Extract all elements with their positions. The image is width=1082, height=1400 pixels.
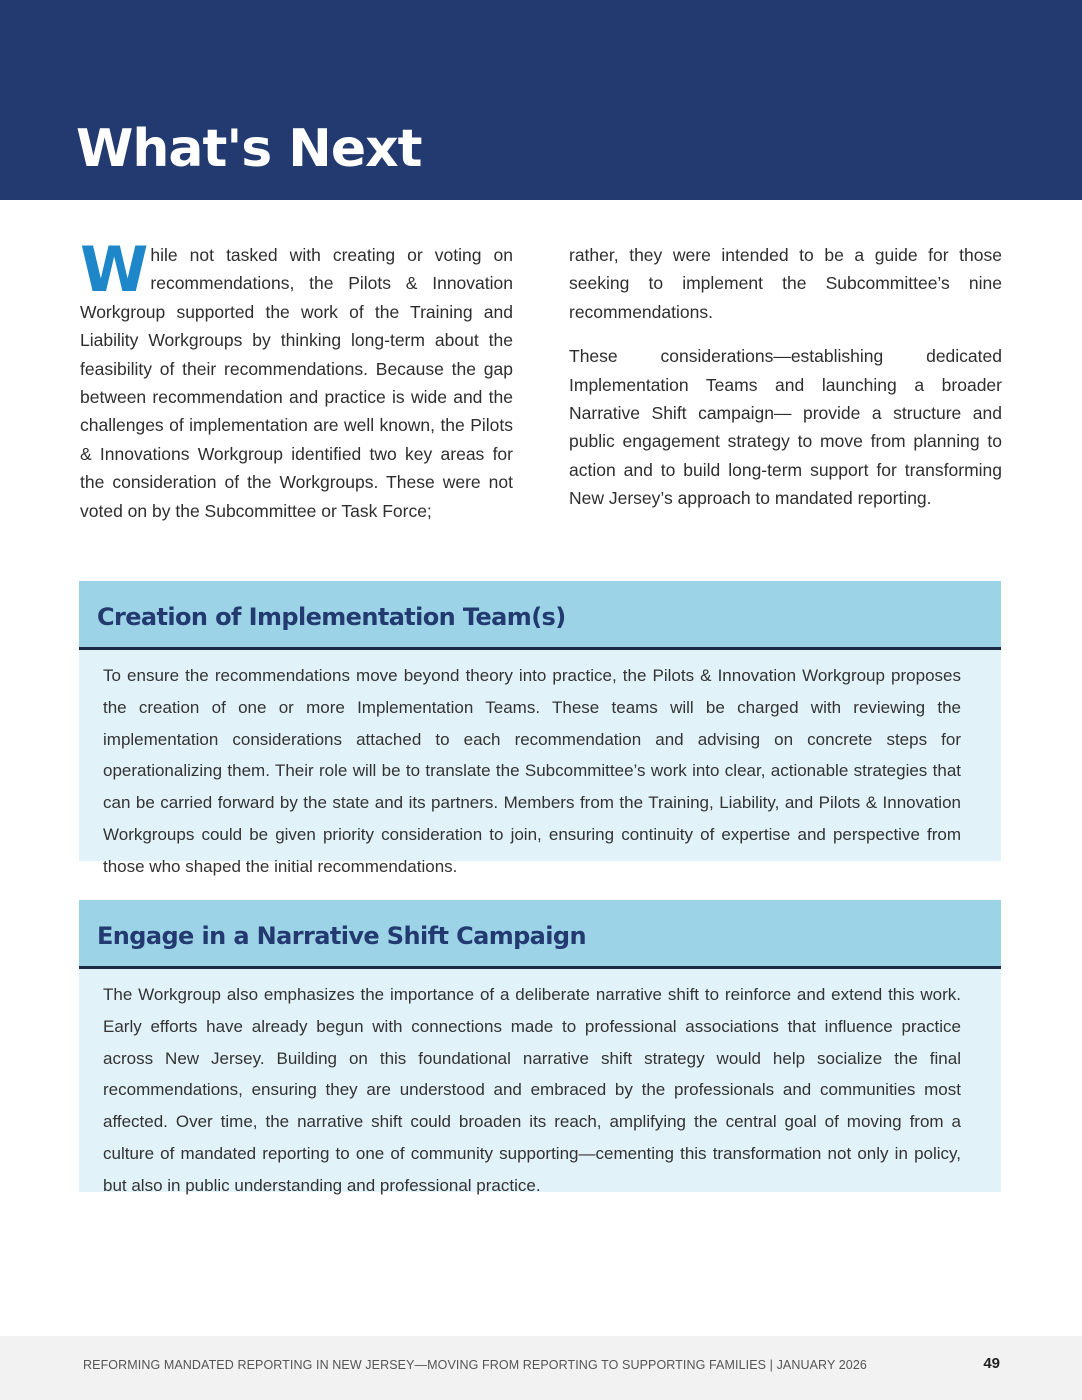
- callout-title: Engage in a Narrative Shift Campaign: [97, 922, 586, 950]
- intro-right-paragraph-2: These considerations—establishing dedicated Implementation Teams and launching a broader Narrative Shift campaign— provide a structure and public engagement strategy to move from planning to action and to build long-term support for transforming New Jersey’s approach to mandated reporting.: [569, 346, 1002, 509]
- callout-implementation-teams: [79, 581, 1001, 876]
- intro-left-column: [80, 233, 513, 541]
- callout-title: Creation of Implementation Team(s): [97, 603, 566, 631]
- callout-narrative-shift: [79, 900, 1001, 1195]
- intro-left-text: hile not tasked with creating or voting on recommendations, the Pilots & Innovation Workgroup supported the work of the Training and Liability Workgroups by thinking long-term about the feasibility of their recommendations. Because the gap between recommendation and practice is wide and the challenges of implementation are well known, the Pilots & Innovations Workgroup identified two key areas for the consideration of the Workgroups. These were not voted on by the Subcommittee or Task Force;: [80, 245, 513, 521]
- callout-body: The Workgroup also emphasizes the importance of a deliberate narrative shift to reinforce and extend this work. Early efforts have already begun with connections made to professional associations that influence practice across New Jersey. Building on this foundational narrative shift strategy would help socialize the final recommendations, ensuring they are understood and embraced by the professionals and communities most affected. Over time, the narrative shift could broaden its reach, amplifying the central goal of moving from a culture of mandated reporting to one of community supporting—cementing this transformation not only in policy, but also in public understanding and professional practice.: [103, 985, 961, 1195]
- callout-body: To ensure the recommendations move beyond theory into practice, the Pilots & Innovation Workgroup proposes the creation of one or more Implementation Teams. These teams will be charged with reviewing the implementation considerations attached to each recommendation and advising on concrete steps for operationalizing them. Their role will be to translate the Subcommittee’s work into clear, actionable strategies that can be carried forward by the state and its partners. Members from the Training, Liability, and Pilots & Innovation Workgroups could be given priority consideration to join, ensuring continuity of expertise and perspective from those who shaped the initial recommendations.: [103, 666, 961, 876]
- intro-right-column: [569, 241, 1002, 529]
- intro-right-paragraph-1: rather, they were intended to be a guide for those seeking to implement the Subcommittee’s nine recommendations.: [569, 245, 1002, 322]
- page-number: 49: [983, 1355, 1000, 1372]
- footer-text: REFORMING MANDATED REPORTING IN NEW JERSEY—MOVING FROM REPORTING TO SUPPORTING FAMILIES | JANUARY 2026: [83, 1358, 867, 1372]
- callout-header: [79, 581, 1001, 650]
- callout-header: [79, 900, 1001, 969]
- drop-cap: W: [80, 233, 145, 306]
- page-title: What's Next: [76, 119, 422, 179]
- page-footer: [0, 1336, 1082, 1400]
- intro-paragraph: [80, 233, 513, 525]
